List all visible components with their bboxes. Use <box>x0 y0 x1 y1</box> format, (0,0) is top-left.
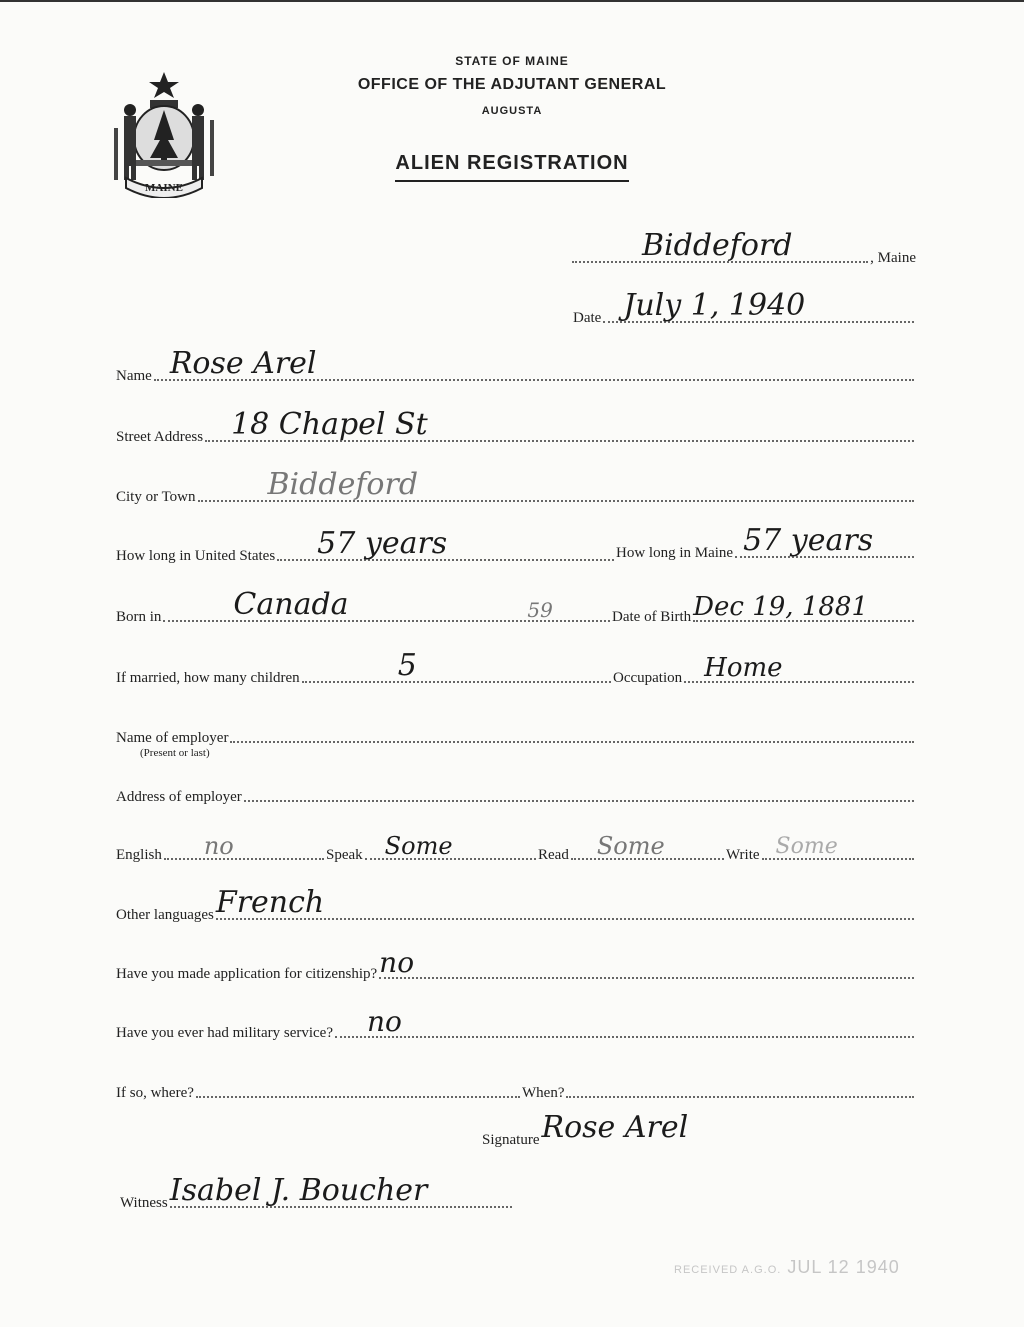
us-label: How long in United States <box>116 548 276 564</box>
other-lang-label: Other languages <box>116 907 214 923</box>
english-field[interactable] <box>164 832 324 860</box>
maine-field[interactable] <box>735 523 914 558</box>
citizenship-row <box>116 946 916 983</box>
date-field[interactable] <box>603 288 914 323</box>
form-title: ALIEN REGISTRATION <box>0 152 1024 175</box>
employer-sub: (Present or last) <box>140 747 210 759</box>
read-label: Read <box>538 847 569 863</box>
us-row <box>116 526 616 565</box>
city-label: City or Town <box>116 489 196 505</box>
name-row <box>116 346 916 385</box>
write-value: Some <box>775 834 838 859</box>
write-field[interactable] <box>762 834 914 860</box>
citizenship-label: Have you made application for citizenship? <box>116 966 378 982</box>
children-value: 5 <box>397 648 417 683</box>
children-label: If married, how many children <box>116 670 300 686</box>
when-label: When? <box>522 1085 565 1101</box>
name-field[interactable] <box>154 346 914 381</box>
when-field[interactable] <box>566 1094 914 1098</box>
header-office: OFFICE OF THE ADJUTANT GENERAL <box>357 76 667 93</box>
write-label: Write <box>726 847 760 863</box>
signature-row <box>482 1110 916 1149</box>
born-value: Canada <box>233 587 349 622</box>
born-label: Born in <box>116 609 162 625</box>
english-value: no <box>203 832 234 860</box>
write-row <box>726 834 916 864</box>
read-value: Some <box>596 832 665 860</box>
maine-value: 57 years <box>743 523 874 558</box>
speak-field[interactable] <box>365 832 536 860</box>
seal-banner-text: MAINE <box>145 182 183 194</box>
dob-row <box>612 592 916 626</box>
employer-addr-row <box>116 789 916 806</box>
occupation-value: Home <box>704 653 783 683</box>
name-label: Name <box>116 368 152 384</box>
speak-value: Some <box>384 832 453 860</box>
signature-field[interactable] <box>541 1110 915 1145</box>
employer-label: Name of employer <box>116 730 229 746</box>
stamp-date: JUL 12 1940 <box>787 1257 900 1277</box>
signature-label: Signature <box>482 1132 540 1148</box>
when-row <box>522 1085 916 1102</box>
city-row <box>116 467 916 506</box>
maine-label: How long in Maine <box>616 545 734 561</box>
dob-label: Date of Birth <box>612 609 692 625</box>
town-row <box>570 228 916 267</box>
born-field[interactable] <box>163 587 610 622</box>
occupation-field[interactable] <box>684 653 914 683</box>
date-row <box>573 288 916 327</box>
name-value: Rose Arel <box>169 346 317 381</box>
us-field[interactable] <box>277 526 614 561</box>
witness-row <box>120 1173 514 1212</box>
employer-row <box>116 730 916 747</box>
street-row <box>116 407 916 446</box>
children-row <box>116 648 613 687</box>
city-value: Biddeford <box>267 467 419 502</box>
other-lang-field[interactable] <box>215 885 914 920</box>
dob-field[interactable] <box>693 592 914 622</box>
speak-row <box>326 832 538 864</box>
witness-value: Isabel J. Boucher <box>169 1173 428 1208</box>
town-field[interactable] <box>572 228 868 263</box>
date-label: Date <box>573 310 602 326</box>
born-age: 59 <box>527 598 553 622</box>
us-value: 57 years <box>317 526 448 561</box>
other-lang-row <box>116 885 916 924</box>
maine-seal-icon <box>112 68 216 198</box>
signature-value: Rose Arel <box>541 1110 689 1145</box>
where-field[interactable] <box>196 1094 520 1098</box>
town-suffix: , Maine <box>870 250 916 266</box>
children-field[interactable] <box>302 648 611 683</box>
military-row <box>116 1005 916 1042</box>
date-value: July 1, 1940 <box>623 288 806 323</box>
street-value: 18 Chapel St <box>231 407 428 442</box>
received-stamp <box>674 1257 900 1278</box>
dob-value: Dec 19, 1881 <box>693 592 868 622</box>
speak-label: Speak <box>326 847 363 863</box>
citizenship-value: no <box>379 946 415 979</box>
born-row <box>116 587 612 626</box>
stamp-received: RECEIVED A.G.O. <box>674 1264 782 1276</box>
street-field[interactable] <box>205 407 914 442</box>
where-label: If so, where? <box>116 1085 194 1101</box>
english-label: English <box>116 847 162 863</box>
employer-addr-label: Address of employer <box>116 789 242 805</box>
city-field[interactable] <box>198 467 914 502</box>
town-value: Biddeford <box>642 228 793 263</box>
street-label: Street Address <box>116 429 204 445</box>
witness-field[interactable] <box>169 1173 512 1208</box>
header-state: STATE OF MAINE <box>455 54 569 68</box>
employer-addr-field[interactable] <box>244 798 914 802</box>
military-label: Have you ever had military service? <box>116 1025 333 1041</box>
read-field[interactable] <box>571 832 724 860</box>
employer-field[interactable] <box>230 739 914 743</box>
read-row <box>538 832 726 864</box>
witness-label: Witness <box>120 1195 168 1211</box>
english-row <box>116 832 326 864</box>
maine-row <box>616 523 916 562</box>
where-row <box>116 1085 522 1102</box>
header-city: AUGUSTA <box>481 105 543 117</box>
military-value: no <box>367 1005 402 1038</box>
citizenship-field[interactable] <box>379 946 914 979</box>
other-lang-value: French <box>215 885 325 920</box>
occupation-row <box>613 653 916 687</box>
occupation-label: Occupation <box>613 670 683 686</box>
military-field[interactable] <box>335 1005 914 1038</box>
